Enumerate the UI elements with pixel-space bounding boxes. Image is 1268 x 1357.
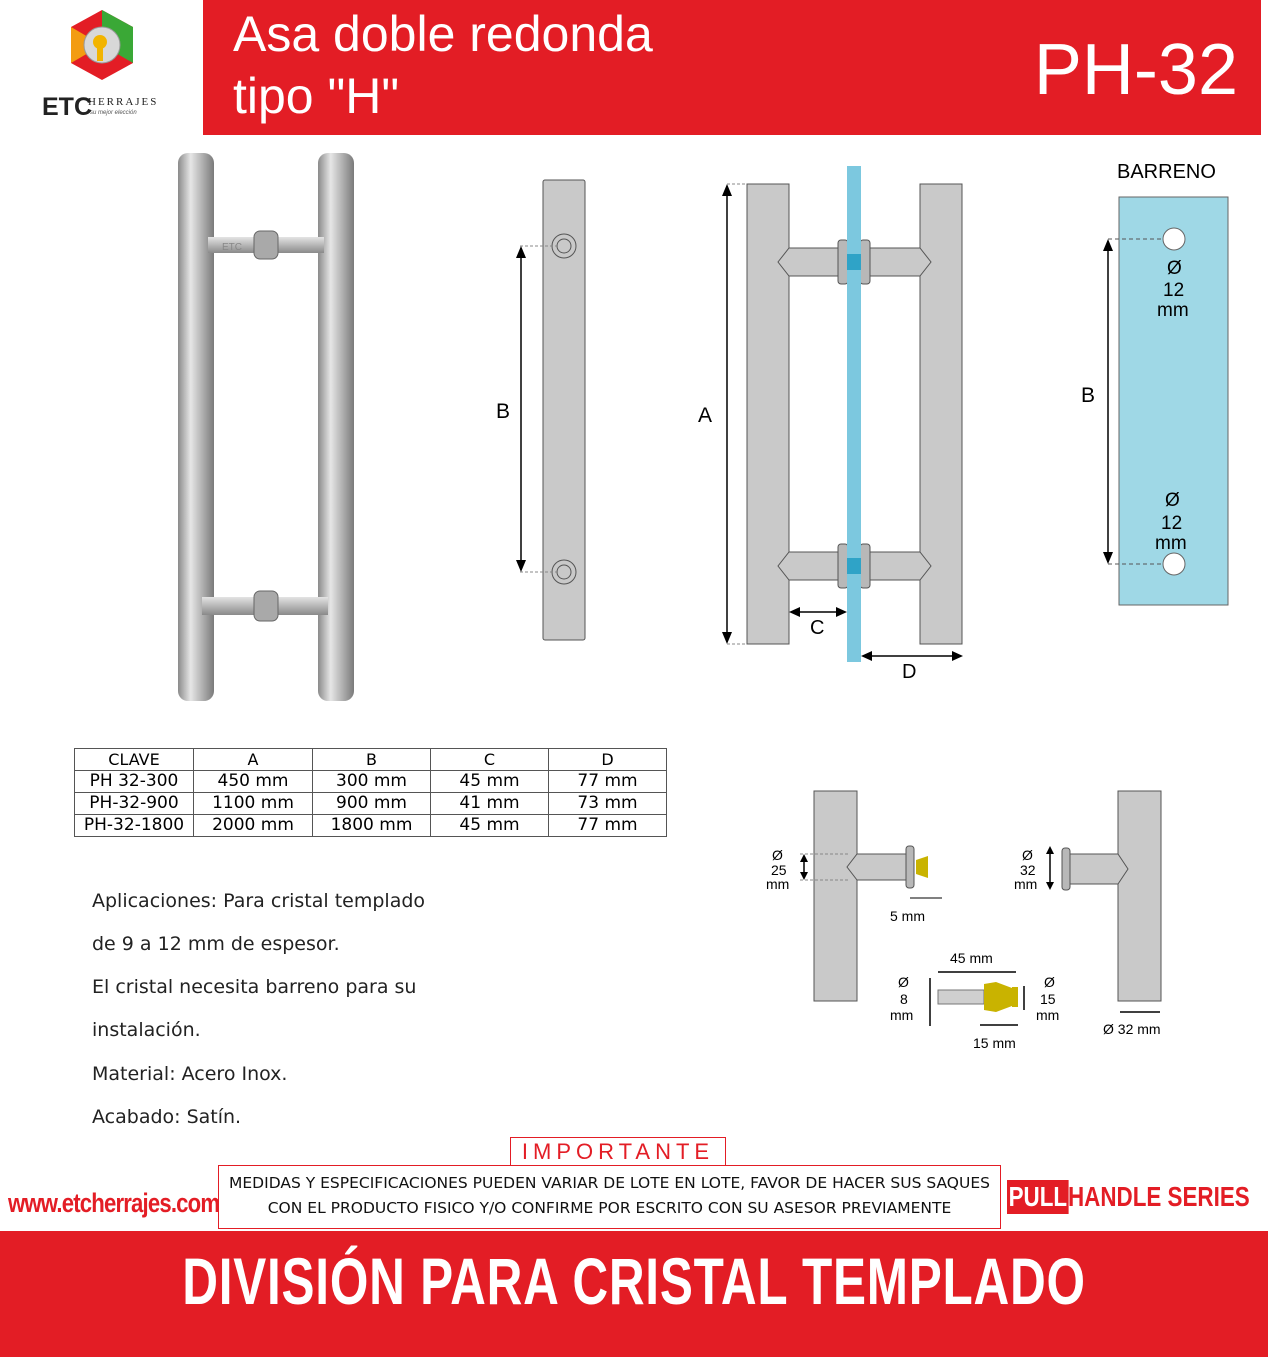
table-cell: 77 mm <box>549 771 667 793</box>
table-row <box>75 793 667 815</box>
logo-word: HERRAJES <box>88 96 159 108</box>
logo-brand: ETC <box>42 93 92 121</box>
col-header: A <box>194 749 313 771</box>
d32-symbol: Ø <box>1022 847 1033 863</box>
table-cell: PH-32-1800 <box>75 815 194 837</box>
important-label: IMPORTANTE <box>510 1137 726 1166</box>
label-a: A <box>698 404 713 427</box>
description-line: instalación. <box>92 1019 201 1041</box>
table-cell: 450 mm <box>194 771 313 793</box>
col-header: C <box>431 749 549 771</box>
page-title-line1: Asa doble redonda <box>233 6 653 62</box>
detail-diagrams <box>760 780 1190 1060</box>
barreno-diagram <box>1070 150 1250 620</box>
model-code: PH-32 <box>1033 30 1238 110</box>
table-cell: 41 mm <box>431 793 549 815</box>
d32-unit: mm <box>1014 876 1038 892</box>
hole-top-symbol: Ø <box>1167 258 1182 279</box>
page-title-line2: tipo "H" <box>233 68 400 124</box>
col-header: D <box>549 749 667 771</box>
nut-length: 15 mm <box>973 1035 1016 1051</box>
gap-label: 5 mm <box>890 908 925 924</box>
spec-table <box>74 748 667 837</box>
table-cell: PH-32-900 <box>75 793 194 815</box>
barreno-label-b: B <box>1081 384 1096 407</box>
table-row <box>75 815 667 837</box>
label-b: B <box>496 400 511 423</box>
d15-value: 15 <box>1040 991 1056 1007</box>
side-view-diagram <box>480 170 600 650</box>
d15-unit: mm <box>1036 1007 1060 1023</box>
label-c: C <box>810 617 825 639</box>
logo <box>0 0 203 135</box>
d25-value: 25 <box>771 862 787 878</box>
d8-value: 8 <box>900 991 908 1007</box>
table-cell: 45 mm <box>431 771 549 793</box>
description-line: Aplicaciones: Para cristal templado <box>92 890 426 912</box>
website-link[interactable]: www.etcherrajes.com <box>8 1188 220 1218</box>
d25-symbol: Ø <box>772 847 783 863</box>
table-cell: 900 mm <box>313 793 431 815</box>
table-cell: 300 mm <box>313 771 431 793</box>
logo-tagline: su mejor elección <box>90 110 137 116</box>
table-row <box>75 771 667 793</box>
table-cell: PH 32-300 <box>75 771 194 793</box>
table-cell: 1800 mm <box>313 815 431 837</box>
description-line: El cristal necesita barreno para su <box>92 976 417 998</box>
photo-mark: ETC <box>222 242 242 253</box>
description-line: Acabado: Satín. <box>92 1106 242 1128</box>
label-d: D <box>902 661 917 683</box>
d8-unit: mm <box>890 1007 914 1023</box>
table-header-row <box>75 749 667 771</box>
hole-bottom-symbol: Ø <box>1165 490 1180 511</box>
d8-symbol: Ø <box>898 974 909 990</box>
bar-diameter: Ø 32 mm <box>1103 1021 1161 1037</box>
hole-bottom-value: 12 <box>1161 513 1183 534</box>
series-pull: PULL <box>1008 1181 1068 1212</box>
screw-length: 45 mm <box>950 950 993 966</box>
hole-top-value: 12 <box>1163 280 1185 301</box>
table-cell: 73 mm <box>549 793 667 815</box>
d25-unit: mm <box>766 876 790 892</box>
hole-top-unit: mm <box>1157 300 1189 321</box>
series-label: HANDLE SERIES <box>1068 1181 1250 1212</box>
description-line: de 9 a 12 mm de espesor. <box>92 933 340 955</box>
d32-value: 32 <box>1020 862 1036 878</box>
footer-title: DIVISIÓN PARA CRISTAL TEMPLADO <box>182 1244 1086 1318</box>
barreno-title: BARRENO <box>1117 161 1216 183</box>
notice-line2: CON EL PRODUCTO FISICO Y/O CONFIRME POR ESCRITO CON SU ASESOR PREVIAMENTE <box>267 1199 952 1217</box>
front-view-diagram <box>690 160 980 690</box>
important-notice <box>218 1165 1001 1229</box>
product-photo <box>160 145 380 705</box>
notice-line1: MEDIDAS Y ESPECIFICACIONES PUEDEN VARIAR DE LOTE EN LOTE, FAVOR DE HACER SUS SAQUES <box>229 1174 990 1192</box>
col-header: CLAVE <box>75 749 194 771</box>
table-cell: 77 mm <box>549 815 667 837</box>
col-header: B <box>313 749 431 771</box>
d15-symbol: Ø <box>1044 974 1055 990</box>
table-cell: 45 mm <box>431 815 549 837</box>
table-cell: 2000 mm <box>194 815 313 837</box>
description-line: Material: Acero Inox. <box>92 1063 288 1085</box>
table-cell: 1100 mm <box>194 793 313 815</box>
hole-bottom-unit: mm <box>1155 533 1187 554</box>
